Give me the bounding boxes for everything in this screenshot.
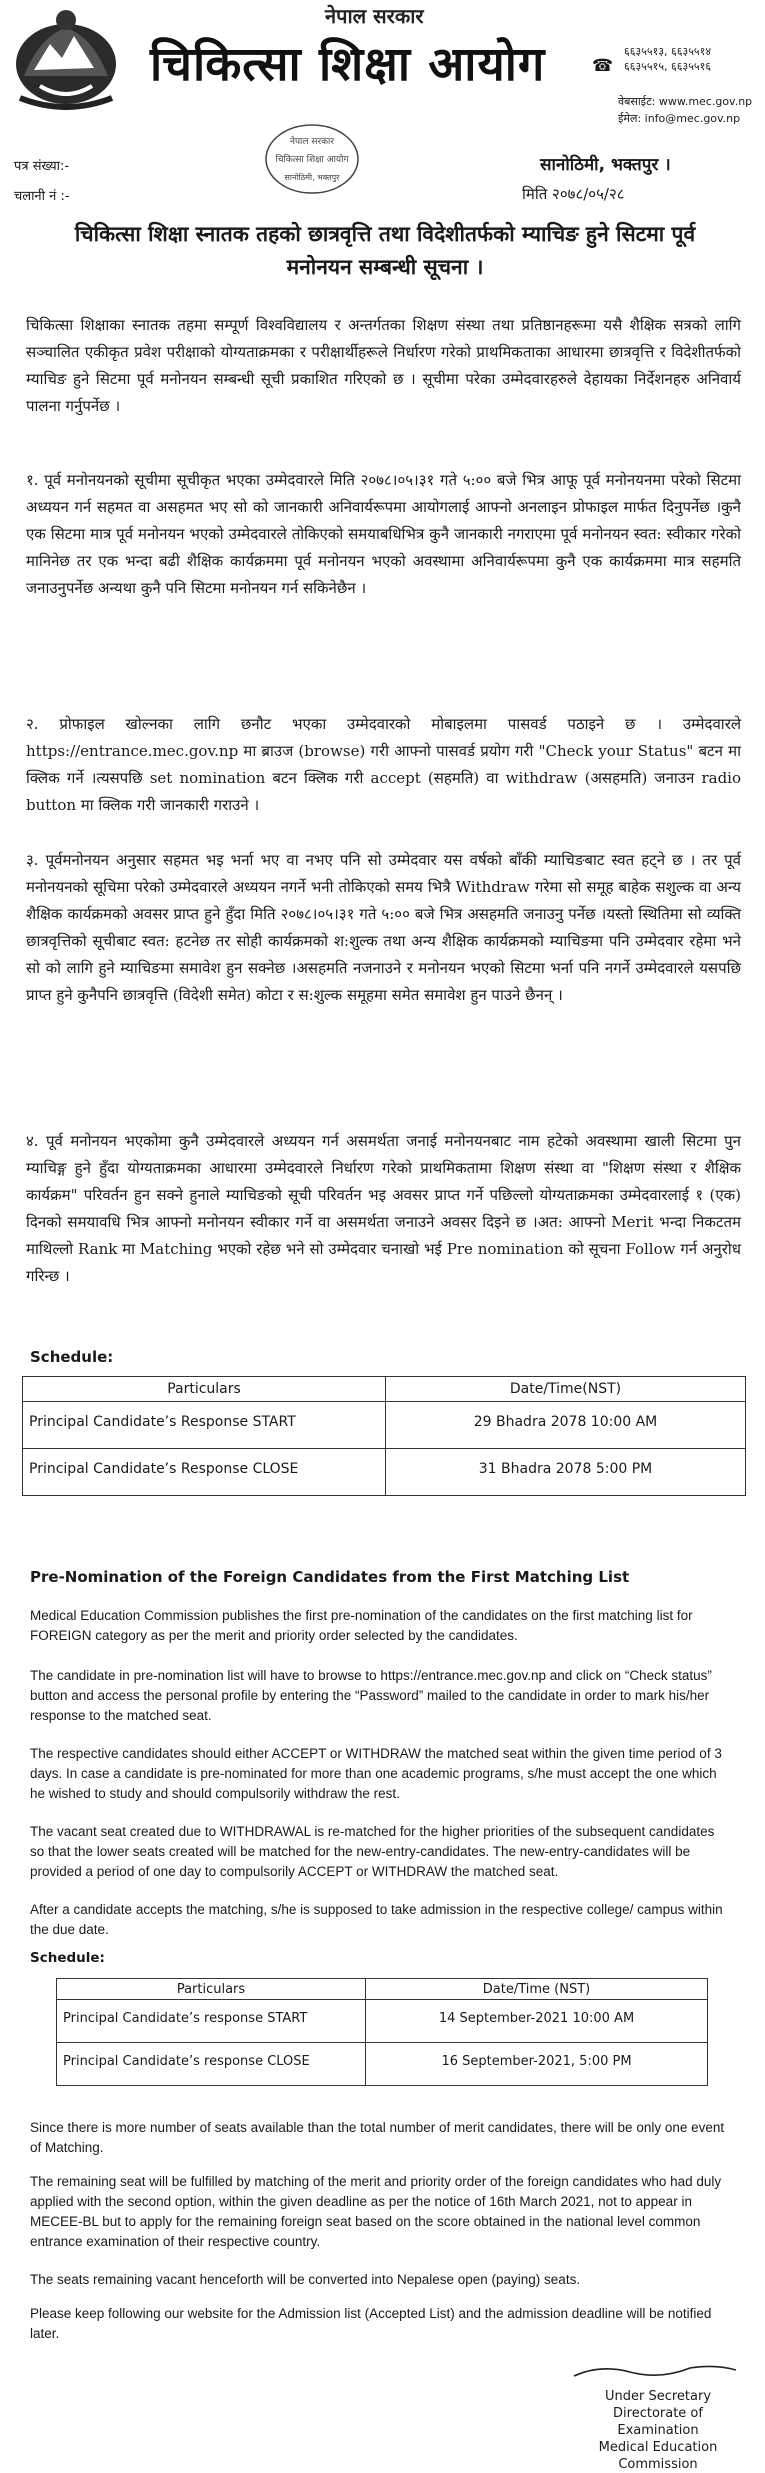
english-notice-title: Pre-Nomination of the Foreign Candidates from the First Matching List (30, 1568, 630, 1586)
signatory-title: Under Secretary (604, 2389, 712, 2404)
seal-line-1: नेपाल सरकार (289, 137, 335, 147)
handwritten-signature (570, 2358, 740, 2382)
row-datetime: 16 September-2021, 5:00 PM (366, 2043, 708, 2086)
email-label: ईमेल: (618, 112, 642, 125)
nepali-schedule-table (22, 1376, 746, 1496)
table-header-row (57, 1979, 708, 2000)
row-particulars: Principal Candidate’s Response CLOSE (23, 1449, 386, 1496)
english-paragraph-8: The seats remaining vacant henceforth will be converted into Nepalese open (paying) seats. (30, 2272, 581, 2287)
row-datetime: 31 Bhadra 2078 5:00 PM (386, 1449, 746, 1496)
signatory-directorate: Directorate of Examination (613, 2406, 703, 2438)
nepali-schedule-label: Schedule: (30, 1348, 114, 1366)
table-header-row (23, 1377, 746, 1402)
english-schedule-table (56, 1978, 708, 2086)
column-header-datetime: Date/Time(NST) (386, 1377, 746, 1402)
contact-links (618, 93, 752, 127)
english-paragraph-2: The candidate in pre-nomination list will have to browse to https://entrance.mec.gov.np and click on “Check status” button and access the personal profile by entering the “Password” mailed to the candidate in order to mark his/her response to the matched seat. (30, 1668, 712, 1723)
table-row (23, 1402, 746, 1449)
reference-numbers (14, 152, 70, 212)
row-datetime: 14 September-2021 10:00 AM (366, 2000, 708, 2043)
nepali-point-2: २. प्रोफाइल खोल्नका लागि छनौट भएका उम्मेदवारको मोबाइलमा पासवर्ड पठाइने छ । उम्मेदवारले https://entrance.mec.gov.np मा ब्राउज (browse) गरी आफ्नो पासवर्ड प्रयोग गरी "Check your Status" बटन मा क्लिक गर्ने ।त्यसपछि set nomination बटन क्लिक गरी accept (सहमति) वा withdraw (असहमति) जनाउन radio button मा क्लिक गरी जानकारी गराउने । (26, 715, 741, 814)
nepal-emblem-icon (10, 6, 122, 110)
official-seal-stamp (262, 120, 362, 198)
nepali-point-4: ४. पूर्व मनोनयन भएकोमा कुनै उम्मेदवारले अध्ययन गर्न असमर्थता जनाई मनोनयनबाट नाम हटेको अवस्थामा खाली सिटमा पुन म्याचिङ्ग हुने हुँदा योग्यताक्रमका आधारमा उम्मेदवारले निर्धारण गरेको प्राथमिकतामा शिक्षण संस्था वा "शिक्षण संस्था र शैक्षिक कार्यक्रम" परिवर्तन हुन सक्ने हुनाले म्याचिङको सूची परिवर्तन भइ अवसर प्राप्त गर्ने पछिल्लो योग्यताक्रमका उम्मेदवारलाई १ (एक) दिनको समयावधि भित्र आफ्नो मनोनयन स्वीकार गर्ने वा असमर्थता जनाउने अवसर दिइने छ ।अत: आफ्नो Merit भन्दा निकटतम माथिल्लो Rank मा Matching भएको रहेछ भने सो उम्मेदवार चनाखो भई Pre nomination को सूचना Follow गर्न अनुरोध गरिन्छ । (26, 1132, 741, 1285)
nepali-intro-paragraph: चिकित्सा शिक्षाका स्नातक तहमा सम्पूर्ण विश्वविद्यालय र अन्तर्गतका शिक्षण संस्था तथा प्रतिष्ठानहरूमा यसै शैक्षिक सत्रको लागि सञ्चालित एकीकृत प्रवेश परीक्षाको योग्यताक्रमका र परीक्षार्थीहरूले निर्धारण गरेको प्राथमिकताका आधारमा छात्रवृत्ति र विदेशीतर्फको म्याचिङ हुने सिटमा पूर्व मनोनयन सम्बन्धी सूची प्रकाशित गरिएको छ । सूचीमा परेका उम्मेदवारहरुले देहायका निर्देशनहरु अनिवार्य पालना गर्नुपर्नेछ । (26, 316, 741, 415)
column-header-particulars: Particulars (57, 1979, 366, 2000)
column-header-particulars: Particulars (23, 1377, 386, 1402)
column-header-datetime: Date/Time (NST) (366, 1979, 708, 2000)
dispatch-number: चलानी नं :- (14, 189, 70, 204)
english-paragraph-7: The remaining seat will be fulfilled by matching of the merit and priority order of the foreign candidates who had duly applied with the second option, within the given deadline as per the notice of 16th March 2021, not to appear in MECEE-BL but to apply for the remaining foreign seat based on the score obtained in the national level common entrance examination of their respective country. (30, 2174, 722, 2249)
english-paragraph-9: Please keep following our website for the Admission list (Accepted List) and the admission deadline will be notified later. (30, 2306, 712, 2341)
english-paragraph-6: Since there is more number of seats available than the total number of merit candidates, there will be only one event of Matching. (30, 2120, 725, 2155)
phone-numbers (624, 44, 711, 74)
phone-icon: ☎ (592, 56, 614, 76)
website-label: वेबसाईट: (618, 95, 656, 108)
english-paragraph-3: The respective candidates should either ACCEPT or WITHDRAW the matched seat within the given time period of 3 days. In case a candidate is pre-nominated for more than one academic programs, s/he must accept the one which he wished to study and should compulsorily withdraw the rest. (30, 1746, 722, 1801)
phone-line-2: ६६३५५१५, ६६३५५१६ (624, 60, 712, 73)
phone-line-1: ६६३५५१३, ६६३५५१४ (624, 45, 712, 58)
notice-date: मिति २०७८/०५/२८ (522, 185, 625, 203)
english-paragraph-4: The vacant seat created due to WITHDRAWAL is re-matched for the higher priorities of the subsequent candidates so that the lower seats created will be matched for the new-entry-candidates. The new-entry-candidates will be provided a period of one day to compulsorily ACCEPT or WITHDRAW the matched seat. (30, 1824, 715, 1879)
email-link[interactable]: info@mec.gov.np (644, 112, 741, 125)
letter-number: पत्र संख्या:- (14, 159, 70, 174)
table-row (57, 2043, 708, 2086)
row-particulars: Principal Candidate’s response CLOSE (57, 2043, 366, 2086)
signatory-organization: Medical Education Commission (598, 2440, 718, 2472)
signature-block (578, 2388, 738, 2473)
nepali-point-3: ३. पूर्वमनोनयन अनुसार सहमत भइ भर्ना भए वा नभए पनि सो उम्मेदवार यस वर्षको बाँकी म्याचिङबाट स्वत हट्ने छ । तर पूर्व मनोनयनको सूचिमा परेको उम्मेदवारले अध्ययन नगर्ने भनी तोकिएको समय भित्रै Withdraw गरेमा सो समूह बाहेक सशुल्क वा अन्य शैक्षिक कार्यक्रमको अवसर प्राप्त हुने हुँदा मिति २०७८।०५।३१ गते ५:०० बजे भित्र असहमति जनाउनु पर्नेछ ।यस्तो स्थितिमा सो व्यक्ति छात्रवृत्तिको सूचीबाट स्वत: हटनेछ तर सोही कार्यक्रमको श:शुल्क तथा अन्य शैक्षिक कार्यक्रमको म्याचिङमा पनि उम्मेदवार रहेमा भने सो को लागि हुने म्याचिङमा समावेश हुन सक्नेछ ।असहमति नजनाउने र मनोनयन भएको सिटमा भर्ना पनि नगर्ने उम्मेदवारले यसपछि प्राप्त हुने कुनैपनि छात्रवृत्ति (विदेशी समेत) कोटा र स:शुल्क समूहमा समेत समावेश हुन पाउने छैनन् । (26, 851, 741, 1004)
website-link[interactable]: www.mec.gov.np (658, 95, 753, 108)
government-name: नेपाल सरकार (325, 4, 424, 28)
table-row (57, 2000, 708, 2043)
seal-line-3: सानोठिमी, भक्तपुर (284, 173, 340, 182)
row-datetime: 29 Bhadra 2078 10:00 AM (386, 1402, 746, 1449)
table-row (23, 1449, 746, 1496)
row-particulars: Principal Candidate’s Response START (23, 1402, 386, 1449)
organization-title: चिकित्सा शिक्षा आयोग (150, 37, 546, 92)
english-paragraph-5: After a candidate accepts the matching, s/he is supposed to take admission in the respective college/ campus within the due date. (30, 1902, 723, 1937)
english-schedule-label: Schedule: (30, 1950, 105, 1966)
seal-line-2: चिकित्सा शिक्षा आयोग (275, 155, 349, 165)
english-paragraph-1: Medical Education Commission publishes the first pre-nomination of the candidates on the first matching list for FOREIGN category as per the merit and priority order selected by the candidates. (30, 1608, 693, 1643)
notice-title: चिकित्सा शिक्षा स्नातक तहको छात्रवृत्ति तथा विदेशीतर्फको म्याचिङ हुने सिटमा पूर्व मनोनयन सम्बन्धी सूचना । (74, 222, 696, 279)
office-location: सानोठिमी, भक्तपुर । (540, 155, 671, 175)
nepali-point-1: १. पूर्व मनोनयनको सूचीमा सूचीकृत भएका उम्मेदवारले मिति २०७८।०५।३१ गते ५:०० बजे भित्र आफू पूर्व मनोनयनमा परेको सिटमा अध्ययन गर्न सहमत वा असहमत भए सो को जानकारी अनिवार्यरूपमा आयोगलाई आफ्नो अनलाइन प्रोफाइल मार्फत दिनुपर्नेछ ।कुनै एक सिटमा मात्र पूर्व मनोनयन भएको उम्मेदवारले तोकिएको समयाबधिभित्र कुनै जानकारी नगराएमा पूर्व मनोनयन स्वत: स्वीकार गरेको मानिनेछ तर एक भन्दा बढी शैक्षिक कार्यक्रममा पूर्व मनोनयन भएको अवस्थामा अनिवार्यरूपमा कुनै एक कार्यक्रममा मात्र सहमति जनाउनुपर्नेछ अन्यथा कुनै पनि सिटमा मनोनयन गर्न सकिनेछैन । (26, 471, 741, 597)
row-particulars: Principal Candidate’s response START (57, 2000, 366, 2043)
